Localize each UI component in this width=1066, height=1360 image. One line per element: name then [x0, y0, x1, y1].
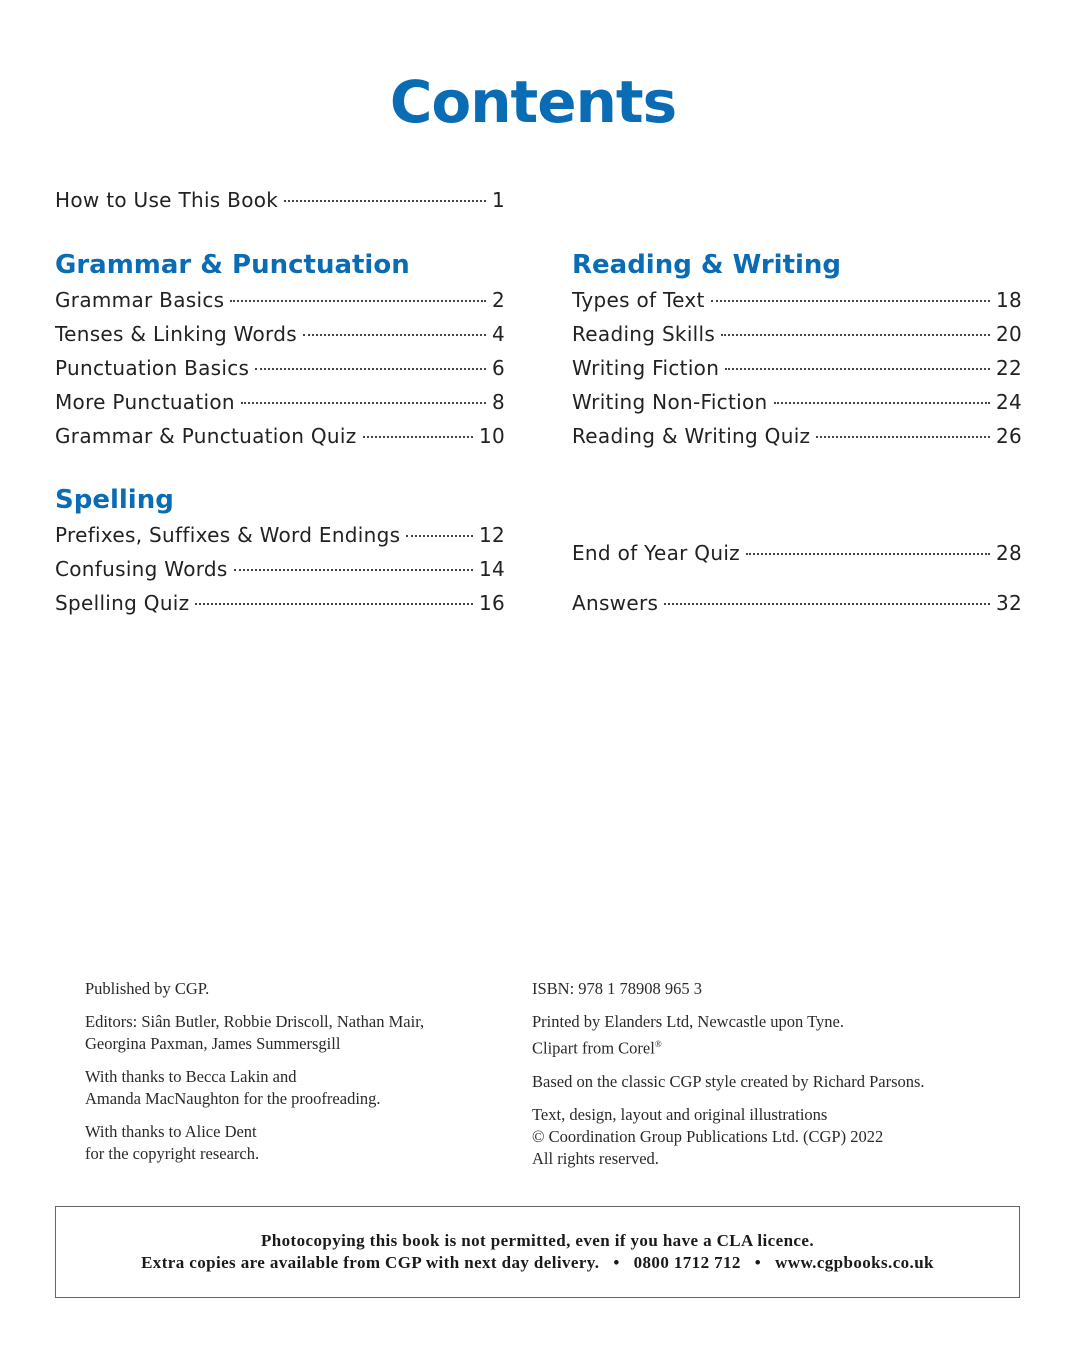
editors-line-2: Georgina Paxman, James Summersgill: [85, 1034, 341, 1053]
toc-entry[interactable]: [572, 356, 1022, 386]
registered-mark: ®: [654, 1039, 662, 1049]
page-title: Contents: [389, 68, 677, 136]
section-heading-spelling: Spelling: [55, 485, 174, 515]
leader-dots: [195, 603, 472, 605]
thanks-line-3: With thanks to Alice Dent: [85, 1122, 257, 1141]
toc-entry-label: Punctuation Basics: [55, 356, 250, 380]
toc-entry[interactable]: [572, 390, 1022, 420]
toc-entry[interactable]: [55, 424, 505, 454]
toc-entry-answers[interactable]: [572, 591, 1022, 621]
toc-entry-page: 26: [995, 424, 1022, 448]
toc-entry[interactable]: [55, 390, 505, 420]
toc-entry-label: Writing Fiction: [572, 356, 720, 380]
imprint-left: [85, 978, 505, 1165]
toc-entry[interactable]: [55, 523, 505, 553]
toc-entry-page: 32: [995, 591, 1022, 615]
clipart-line: [532, 1033, 1012, 1060]
thanks-line-4: for the copyright research.: [85, 1144, 260, 1163]
leader-dots: [774, 402, 990, 404]
leader-dots: [230, 300, 486, 302]
leader-dots: [816, 436, 990, 438]
toc-entry-label: How to Use This Book: [55, 188, 279, 212]
toc-entry[interactable]: [55, 356, 505, 386]
toc-entry-page: 12: [478, 523, 505, 547]
toc-entry[interactable]: [55, 591, 505, 621]
leader-dots: [725, 368, 990, 370]
toc-entry-label: Reading & Writing Quiz: [572, 424, 811, 448]
toc-entry-end-of-year-quiz[interactable]: [572, 541, 1022, 571]
leader-dots: [255, 368, 486, 370]
toc-entry-label: Spelling Quiz: [55, 591, 190, 615]
toc-entry-page: 14: [478, 557, 505, 581]
toc-entry-page: 8: [491, 390, 505, 414]
isbn-line: ISBN: 978 1 78908 965 3: [532, 979, 703, 998]
toc-entry-page: 28: [995, 541, 1022, 565]
editors-line-1: Editors: Siân Butler, Robbie Driscoll, Nathan Mair,: [85, 1012, 425, 1031]
leader-dots: [721, 334, 990, 336]
imprint-right: [532, 978, 1012, 1170]
toc-entry-page: 10: [478, 424, 505, 448]
copyright-line-1: Text, design, layout and original illustrations: [532, 1104, 828, 1124]
leader-dots: [664, 603, 990, 605]
toc-entry-label: Answers: [572, 591, 659, 615]
toc-entry-page: 16: [478, 591, 505, 615]
toc-entry-label: Prefixes, Suffixes & Word Endings: [55, 523, 401, 547]
leader-dots: [711, 300, 990, 302]
section-heading-grammar: Grammar & Punctuation: [55, 250, 410, 280]
toc-entry-page: 6: [491, 356, 505, 380]
toc-entry-label: Grammar & Punctuation Quiz: [55, 424, 357, 448]
publisher-line: Published by CGP.: [85, 979, 210, 998]
toc-entry-label: Tenses & Linking Words: [55, 322, 297, 346]
toc-entry[interactable]: [55, 322, 505, 352]
toc-entry-label: Reading Skills: [572, 322, 716, 346]
toc-entry-how-to-use[interactable]: [55, 188, 505, 218]
leader-dots: [284, 200, 486, 202]
thanks-line-2: Amanda MacNaughton for the proofreading.: [85, 1089, 381, 1108]
copyright-line-3: All rights reserved.: [532, 1148, 659, 1168]
toc-entry-label: Types of Text: [572, 288, 705, 312]
leader-dots: [746, 553, 990, 555]
section-heading-reading: Reading & Writing: [572, 250, 842, 280]
notice-line-1: Photocopying this book is not permitted, even if you have a CLA licence.: [261, 1231, 814, 1250]
toc-entry-page: 2: [491, 288, 505, 312]
leader-dots: [406, 535, 473, 537]
photocopy-notice-box: [55, 1206, 1020, 1298]
copyright-line-2: © Coordination Group Publications Ltd. (CGP) 2022: [532, 1126, 884, 1146]
toc-entry-page: 4: [491, 322, 505, 346]
printer-line: Printed by Elanders Ltd, Newcastle upon Tyne.: [532, 1012, 844, 1031]
notice-line-2: Extra copies are available from CGP with next day delivery. • 0800 1712 712 • www.cgpbooks.co.uk: [141, 1253, 934, 1272]
toc-entry-page: 1: [491, 188, 505, 212]
toc-entry-page: 18: [995, 288, 1022, 312]
style-credit-line: Based on the classic CGP style created by Richard Parsons.: [532, 1071, 925, 1091]
leader-dots: [303, 334, 486, 336]
toc-entry-page: 22: [995, 356, 1022, 380]
toc-entry[interactable]: [572, 424, 1022, 454]
toc-entry-page: 24: [995, 390, 1022, 414]
toc-entry[interactable]: [572, 322, 1022, 352]
leader-dots: [234, 569, 473, 571]
toc-entry[interactable]: [55, 288, 505, 318]
leader-dots: [241, 402, 486, 404]
leader-dots: [363, 436, 473, 438]
clipart-text: Clipart from Corel: [532, 1038, 655, 1058]
toc-entry-label: Confusing Words: [55, 557, 228, 581]
toc-entry-label: More Punctuation: [55, 390, 235, 414]
toc-entry-page: 20: [995, 322, 1022, 346]
toc-entry-label: Grammar Basics: [55, 288, 225, 312]
toc-entry[interactable]: [55, 557, 505, 587]
toc-entry-label: Writing Non-Fiction: [572, 390, 768, 414]
toc-entry-label: End of Year Quiz: [572, 541, 740, 565]
toc-entry[interactable]: [572, 288, 1022, 318]
thanks-line-1: With thanks to Becca Lakin and: [85, 1067, 297, 1086]
